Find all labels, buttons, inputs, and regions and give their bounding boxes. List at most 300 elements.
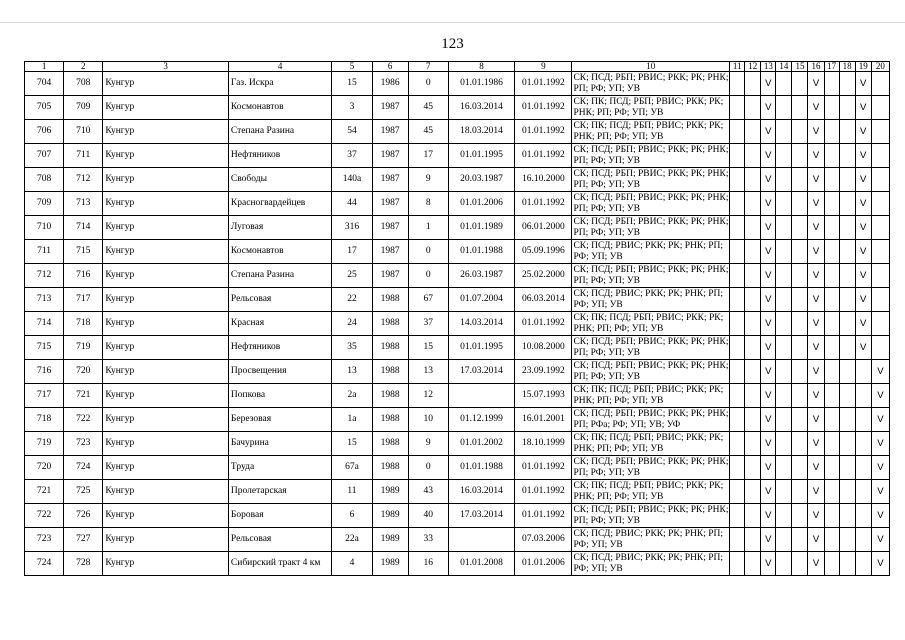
row-number: 720 <box>25 456 64 480</box>
mark-col-18 <box>839 528 855 552</box>
year-cell: 1988 <box>372 336 408 360</box>
row-number: 712 <box>25 264 64 288</box>
mark-col-14 <box>776 432 792 456</box>
date2-cell: 01.01.1992 <box>515 480 572 504</box>
mark-col-16: V <box>808 144 824 168</box>
mark-col-15 <box>792 96 808 120</box>
mark-col-20 <box>871 96 889 120</box>
row-number: 705 <box>25 96 64 120</box>
year-cell: 1988 <box>372 312 408 336</box>
mark-col-20 <box>871 264 889 288</box>
mark-col-20: V <box>871 552 889 576</box>
year-cell: 1986 <box>372 72 408 96</box>
date1-cell: 01.01.1988 <box>448 240 514 264</box>
street-cell: Попкова <box>228 384 331 408</box>
record-id: 713 <box>64 192 103 216</box>
mark-col-18 <box>839 288 855 312</box>
col7-cell: 9 <box>408 432 448 456</box>
house-cell: 15 <box>332 72 372 96</box>
mark-col-13: V <box>761 144 776 168</box>
date1-cell: 01.01.1995 <box>448 336 514 360</box>
mark-col-15 <box>792 312 808 336</box>
mark-col-20: V <box>871 504 889 528</box>
mark-col-13: V <box>761 288 776 312</box>
mark-col-13: V <box>761 264 776 288</box>
street-cell: Березовая <box>228 408 331 432</box>
header-cell-4: 4 <box>228 62 331 72</box>
mark-col-12 <box>745 480 761 504</box>
house-cell: 22 <box>332 288 372 312</box>
record-id: 726 <box>64 504 103 528</box>
date2-cell: 15.07.1993 <box>515 384 572 408</box>
street-cell: Рельсовая <box>228 288 331 312</box>
house-cell: 24 <box>332 312 372 336</box>
date1-cell: 18.03.2014 <box>448 120 514 144</box>
mark-col-19 <box>855 360 871 384</box>
mark-col-16: V <box>808 120 824 144</box>
mark-col-16: V <box>808 456 824 480</box>
mark-col-20: V <box>871 384 889 408</box>
date2-cell: 05.09.1996 <box>515 240 572 264</box>
mark-col-12 <box>745 528 761 552</box>
year-cell: 1987 <box>372 120 408 144</box>
header-cell-5: 5 <box>332 62 372 72</box>
mark-col-15 <box>792 552 808 576</box>
house-cell: 35 <box>332 336 372 360</box>
date1-cell: 14.03.2014 <box>448 312 514 336</box>
mark-col-18 <box>839 456 855 480</box>
mark-col-14 <box>776 144 792 168</box>
year-cell: 1987 <box>372 264 408 288</box>
mark-col-20: V <box>871 528 889 552</box>
mark-col-18 <box>839 552 855 576</box>
mark-col-14 <box>776 360 792 384</box>
mark-col-20 <box>871 192 889 216</box>
mark-col-16: V <box>808 504 824 528</box>
row-number: 723 <box>25 528 64 552</box>
col7-cell: 45 <box>408 96 448 120</box>
mark-col-17 <box>824 168 839 192</box>
date2-cell: 01.01.1992 <box>515 72 572 96</box>
mark-col-19 <box>855 384 871 408</box>
mark-col-11 <box>730 504 745 528</box>
codes-cell: СК; ПСД; РВИС; РКК; РК; РНК; РП; РФ; УП; УВ <box>572 552 730 576</box>
table-row <box>25 288 890 312</box>
col7-cell: 67 <box>408 288 448 312</box>
col7-cell: 17 <box>408 144 448 168</box>
table-row <box>25 504 890 528</box>
date2-cell: 01.01.1992 <box>515 144 572 168</box>
header-cell-18: 18 <box>839 62 855 72</box>
date2-cell: 01.01.1992 <box>515 96 572 120</box>
city-cell: Кунгур <box>103 456 229 480</box>
mark-col-16: V <box>808 408 824 432</box>
mark-col-15 <box>792 528 808 552</box>
city-cell: Кунгур <box>103 528 229 552</box>
mark-col-17 <box>824 96 839 120</box>
mark-col-17 <box>824 408 839 432</box>
record-id: 708 <box>64 72 103 96</box>
mark-col-16: V <box>808 480 824 504</box>
header-cell-1: 1 <box>25 62 64 72</box>
table-row <box>25 72 890 96</box>
mark-col-11 <box>730 288 745 312</box>
mark-col-14 <box>776 120 792 144</box>
mark-col-14 <box>776 264 792 288</box>
year-cell: 1988 <box>372 432 408 456</box>
mark-col-13: V <box>761 216 776 240</box>
mark-col-18 <box>839 72 855 96</box>
codes-cell: СК; ПК; ПСД; РБП; РВИС; РКК; РК; РНК; РП; РФ; УП; УВ <box>572 312 730 336</box>
row-number: 716 <box>25 360 64 384</box>
year-cell: 1987 <box>372 144 408 168</box>
mark-col-19: V <box>855 192 871 216</box>
mark-col-18 <box>839 192 855 216</box>
mark-col-20 <box>871 288 889 312</box>
codes-cell: СК; ПСД; РБП; РВИС; РКК; РК; РНК; РП; РФ; УП; УВ <box>573 360 729 382</box>
mark-col-14 <box>776 240 792 264</box>
row-number: 704 <box>25 72 64 96</box>
row-number: 717 <box>25 384 64 408</box>
mark-col-13: V <box>761 96 776 120</box>
date1-cell: 01.07.2004 <box>448 288 514 312</box>
city-cell: Кунгур <box>103 168 229 192</box>
mark-col-14 <box>776 336 792 360</box>
date2-cell: 06.03.2014 <box>515 288 572 312</box>
mark-col-13: V <box>761 480 776 504</box>
mark-col-15 <box>792 264 808 288</box>
date1-cell: 20.03.1987 <box>448 168 514 192</box>
mark-col-14 <box>776 72 792 96</box>
mark-col-16: V <box>808 336 824 360</box>
mark-col-12 <box>745 336 761 360</box>
date1-cell: 26.03.1987 <box>448 264 514 288</box>
mark-col-11 <box>730 432 745 456</box>
mark-col-14 <box>776 168 792 192</box>
record-id: 728 <box>64 552 103 576</box>
header-cell-2: 2 <box>64 62 103 72</box>
mark-col-15 <box>792 240 808 264</box>
mark-col-15 <box>792 288 808 312</box>
header-cell-19: 19 <box>855 62 871 72</box>
mark-col-17 <box>824 480 839 504</box>
row-number: 721 <box>25 480 64 504</box>
mark-col-17 <box>824 216 839 240</box>
date2-cell: 10.08.2000 <box>515 336 572 360</box>
mark-col-18 <box>839 432 855 456</box>
mark-col-16: V <box>808 192 824 216</box>
mark-col-13: V <box>761 168 776 192</box>
codes-cell: СК; ПК; ПСД; РБП; РВИС; РКК; РК; РНК; РП; РФ; УП; УВ <box>572 384 730 408</box>
mark-col-18 <box>839 480 855 504</box>
mark-col-11 <box>730 216 745 240</box>
mark-col-20: V <box>871 480 889 504</box>
mark-col-19 <box>855 528 871 552</box>
date2-cell: 01.01.1992 <box>515 120 572 144</box>
row-number: 718 <box>25 408 64 432</box>
mark-col-17 <box>824 72 839 96</box>
mark-col-17 <box>824 504 839 528</box>
record-id: 716 <box>64 264 103 288</box>
mark-col-12 <box>745 264 761 288</box>
mark-col-11 <box>730 168 745 192</box>
mark-col-19: V <box>855 120 871 144</box>
codes-cell: СК; ПСД; РВИС; РКК; РК; РНК; РП; РФ; УП; УВ <box>572 240 730 264</box>
mark-col-15 <box>792 72 808 96</box>
mark-col-17 <box>824 456 839 480</box>
mark-col-15 <box>792 504 808 528</box>
mark-col-17 <box>824 240 839 264</box>
year-cell: 1988 <box>372 408 408 432</box>
table-row <box>25 360 890 384</box>
codes-cell: СК; ПСД; РБП; РВИС; РКК; РК; РНК; РП; РФ; УП; УВ <box>573 192 729 214</box>
col7-cell: 40 <box>408 504 448 528</box>
street-cell: Нефтяников <box>228 336 331 360</box>
table-row <box>25 264 890 288</box>
col7-cell: 9 <box>408 168 448 192</box>
mark-col-13: V <box>761 72 776 96</box>
mark-col-11 <box>730 552 745 576</box>
house-cell: 67а <box>332 456 372 480</box>
street-cell: Труда <box>228 456 331 480</box>
date2-cell: 16.01.2001 <box>515 408 572 432</box>
mark-col-12 <box>745 408 761 432</box>
codes-cell: СК; ПСД; РБП; РВИС; РКК; РК; РНК; РП; РФ; УП; УВ <box>573 504 729 526</box>
street-cell: Свободы <box>228 168 331 192</box>
date1-cell: 01.01.2008 <box>448 552 514 576</box>
record-id: 717 <box>64 288 103 312</box>
date1-cell <box>448 384 514 408</box>
mark-col-17 <box>824 120 839 144</box>
col7-cell: 0 <box>408 240 448 264</box>
date1-cell: 17.03.2014 <box>448 504 514 528</box>
header-cell-6: 6 <box>372 62 408 72</box>
mark-col-18 <box>839 312 855 336</box>
mark-col-19 <box>855 408 871 432</box>
mark-col-11 <box>730 480 745 504</box>
city-cell: Кунгур <box>103 240 229 264</box>
date1-cell <box>448 528 514 552</box>
table-row <box>25 480 890 504</box>
house-cell: 3 <box>332 96 372 120</box>
date2-cell: 16.10.2000 <box>515 168 572 192</box>
row-number: 707 <box>25 144 64 168</box>
col7-cell: 12 <box>408 384 448 408</box>
mark-col-17 <box>824 264 839 288</box>
mark-col-15 <box>792 120 808 144</box>
row-number: 714 <box>25 312 64 336</box>
street-cell: Газ. Искра <box>228 72 331 96</box>
mark-col-12 <box>745 72 761 96</box>
header-cell-7: 7 <box>408 62 448 72</box>
mark-col-15 <box>792 480 808 504</box>
house-cell: 22а <box>332 528 372 552</box>
mark-col-12 <box>745 216 761 240</box>
mark-col-13: V <box>761 120 776 144</box>
city-cell: Кунгур <box>103 72 229 96</box>
mark-col-11 <box>730 528 745 552</box>
mark-col-11 <box>730 336 745 360</box>
mark-col-12 <box>745 144 761 168</box>
street-cell: Космонавтов <box>228 96 331 120</box>
mark-col-13: V <box>761 336 776 360</box>
house-cell: 17 <box>332 240 372 264</box>
mark-col-11 <box>730 192 745 216</box>
mark-col-11 <box>730 384 745 408</box>
mark-col-13: V <box>761 552 776 576</box>
date2-cell: 01.01.1992 <box>515 312 572 336</box>
top-rule <box>0 22 905 23</box>
mark-col-17 <box>824 432 839 456</box>
year-cell: 1988 <box>372 360 408 384</box>
col7-cell: 1 <box>408 216 448 240</box>
house-cell: 1а <box>332 408 372 432</box>
mark-col-16: V <box>808 264 824 288</box>
mark-col-20 <box>871 168 889 192</box>
mark-col-14 <box>776 96 792 120</box>
mark-col-20: V <box>871 360 889 384</box>
table-row <box>25 168 890 192</box>
col7-cell: 0 <box>408 456 448 480</box>
date1-cell: 01.01.1989 <box>448 216 514 240</box>
date2-cell: 18.10.1999 <box>515 432 572 456</box>
mark-col-17 <box>824 552 839 576</box>
col7-cell: 45 <box>408 120 448 144</box>
mark-col-13: V <box>761 360 776 384</box>
codes-cell: СК; ПСД; РБП; РВИС; РКК; РК; РНК; РП; РФ; УП; УВ <box>573 168 729 190</box>
year-cell: 1987 <box>372 96 408 120</box>
city-cell: Кунгур <box>103 504 229 528</box>
date2-cell: 25.02.2000 <box>515 264 572 288</box>
street-cell: Степана Разина <box>228 120 331 144</box>
year-cell: 1989 <box>372 552 408 576</box>
header-cell-12: 12 <box>745 62 761 72</box>
col7-cell: 0 <box>408 264 448 288</box>
mark-col-13: V <box>761 504 776 528</box>
city-cell: Кунгур <box>103 216 229 240</box>
mark-col-20 <box>871 216 889 240</box>
mark-col-20 <box>871 312 889 336</box>
mark-col-14 <box>776 552 792 576</box>
house-cell: 54 <box>332 120 372 144</box>
date1-cell: 01.01.1995 <box>448 144 514 168</box>
mark-col-13: V <box>761 240 776 264</box>
row-number: 713 <box>25 288 64 312</box>
house-cell: 44 <box>332 192 372 216</box>
mark-col-19 <box>855 504 871 528</box>
mark-col-16: V <box>808 432 824 456</box>
street-cell: Степана Разина <box>228 264 331 288</box>
mark-col-13: V <box>761 432 776 456</box>
mark-col-14 <box>776 408 792 432</box>
mark-col-13: V <box>761 456 776 480</box>
mark-col-15 <box>792 408 808 432</box>
mark-col-16: V <box>808 528 824 552</box>
header-cell-14: 14 <box>776 62 792 72</box>
date1-cell: 01.01.2006 <box>448 192 514 216</box>
mark-col-16: V <box>808 96 824 120</box>
mark-col-16: V <box>808 240 824 264</box>
mark-col-17 <box>824 360 839 384</box>
mark-col-19 <box>855 456 871 480</box>
mark-col-20: V <box>871 456 889 480</box>
mark-col-19 <box>855 552 871 576</box>
year-cell: 1989 <box>372 480 408 504</box>
city-cell: Кунгур <box>103 192 229 216</box>
house-cell: 6 <box>332 504 372 528</box>
city-cell: Кунгур <box>103 552 229 576</box>
header-cell-13: 13 <box>761 62 776 72</box>
mark-col-13: V <box>761 312 776 336</box>
codes-cell: СК; ПК; ПСД; РБП; РВИС; РКК; РК; РНК; РП; РФ; УП; УВ <box>572 480 730 504</box>
mark-col-19: V <box>855 168 871 192</box>
mark-col-11 <box>730 456 745 480</box>
date1-cell: 16.03.2014 <box>448 96 514 120</box>
mark-col-18 <box>839 240 855 264</box>
mark-col-11 <box>730 96 745 120</box>
mark-col-19: V <box>855 336 871 360</box>
table-row <box>25 312 890 336</box>
col7-cell: 0 <box>408 72 448 96</box>
city-cell: Кунгур <box>103 384 229 408</box>
table-row <box>25 216 890 240</box>
street-cell: Пролетарская <box>228 480 331 504</box>
mark-col-16: V <box>808 72 824 96</box>
mark-col-12 <box>745 432 761 456</box>
mark-col-20: V <box>871 408 889 432</box>
mark-col-16: V <box>808 312 824 336</box>
mark-col-20 <box>871 336 889 360</box>
record-id: 725 <box>64 480 103 504</box>
col7-cell: 16 <box>408 552 448 576</box>
codes-cell: СК; ПСД; РБП; РВИС; РКК; РК; РНК; РП; РФ; УП; УВ <box>573 264 729 286</box>
record-id: 710 <box>64 120 103 144</box>
mark-col-11 <box>730 144 745 168</box>
record-id: 714 <box>64 216 103 240</box>
mark-col-14 <box>776 192 792 216</box>
mark-col-17 <box>824 312 839 336</box>
date2-cell: 01.01.2006 <box>515 552 572 576</box>
codes-cell: СК; ПСД; РБП; РВИС; РКК; РК; РНК; РП; РФ; УП; УВ <box>573 456 729 478</box>
header-cell-16: 16 <box>808 62 824 72</box>
record-id: 711 <box>64 144 103 168</box>
record-id: 718 <box>64 312 103 336</box>
city-cell: Кунгур <box>103 264 229 288</box>
mark-col-12 <box>745 456 761 480</box>
register-table <box>24 61 890 576</box>
mark-col-12 <box>745 312 761 336</box>
street-cell: Красногвардейцев <box>228 192 331 216</box>
date1-cell: 16.03.2014 <box>448 480 514 504</box>
mark-col-11 <box>730 312 745 336</box>
codes-cell: СК; ПК; ПСД; РБП; РВИС; РКК; РК; РНК; РП; РФ; УП; УВ <box>572 96 730 120</box>
date1-cell: 17.03.2014 <box>448 360 514 384</box>
mark-col-11 <box>730 240 745 264</box>
table-row <box>25 192 890 216</box>
city-cell: Кунгур <box>103 432 229 456</box>
row-number: 719 <box>25 432 64 456</box>
header-cell-17: 17 <box>824 62 839 72</box>
mark-col-18 <box>839 408 855 432</box>
house-cell: 316 <box>332 216 372 240</box>
mark-col-20: V <box>871 432 889 456</box>
date2-cell: 23.09.1992 <box>515 360 572 384</box>
row-number: 710 <box>25 216 64 240</box>
mark-col-14 <box>776 480 792 504</box>
mark-col-20 <box>871 240 889 264</box>
street-cell: Рельсовая <box>228 528 331 552</box>
mark-col-18 <box>839 216 855 240</box>
